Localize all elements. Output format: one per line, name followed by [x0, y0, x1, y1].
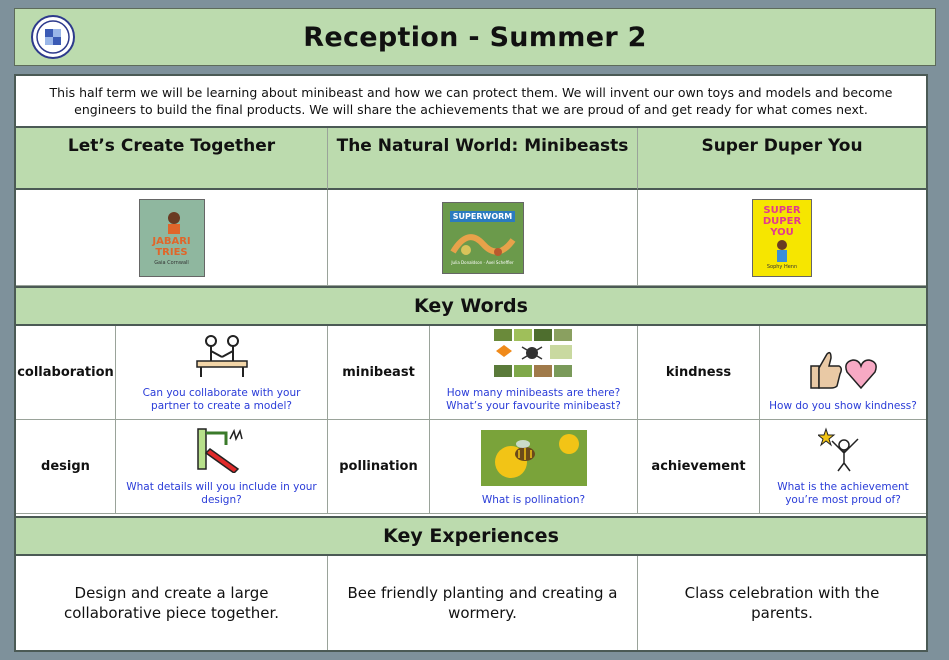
design-pencil-icon	[196, 427, 248, 477]
key-word-question-cell	[430, 420, 638, 514]
topic-heading: Let’s Create Together	[16, 128, 328, 190]
key-experiences-heading: Key Experiences	[16, 516, 926, 556]
key-word: collaboration	[16, 326, 116, 420]
key-word-question: What details will you include in your design?	[126, 481, 317, 506]
book-cell	[638, 190, 926, 286]
book-title: SUPERWORM	[450, 211, 516, 222]
book-author: Julia Donaldson · Axel Scheffler	[451, 259, 514, 265]
book-title: JABARI TRIES	[152, 235, 191, 258]
key-word: pollination	[328, 420, 430, 514]
book-author: Gaia Cornwall	[154, 259, 189, 266]
key-experience: Bee friendly planting and creating a wormery.	[328, 556, 638, 650]
key-word: achievement	[638, 420, 760, 514]
book-cover-superworm	[442, 202, 524, 274]
book-title: SUPER DUPER YOU	[762, 205, 802, 238]
intro-text: This half term we will be learning about minibeast and how we can protect them. We will invent our own toys and models and become engineers to build the final products. We will share the achievements that we are proud of and get ready for what comes next.	[16, 76, 926, 128]
key-word-question: Can you collaborate with your partner to create a model?	[142, 387, 301, 412]
key-word-question: How do you show kindness?	[769, 400, 917, 412]
curriculum-sheet	[14, 74, 928, 652]
key-experience: Class celebration with the parents.	[684, 584, 880, 622]
key-word-question-cell	[116, 326, 328, 420]
book-cover-super-duper-you	[752, 199, 812, 277]
school-logo-icon	[31, 15, 75, 59]
page-title: Reception - Summer 2	[303, 21, 647, 53]
key-word-question-cell	[116, 420, 328, 514]
key-words-heading: Key Words	[16, 286, 926, 326]
key-word-question: What is the achievement you’re most proud of?	[777, 481, 909, 506]
bee-flower-photo-icon	[481, 430, 587, 490]
key-word-question: What is pollination?	[481, 494, 586, 506]
book-cell	[328, 190, 638, 286]
key-word-question: How many minibeasts are there? What’s your favourite minibeast?	[446, 387, 621, 412]
book-cell	[16, 190, 328, 286]
thumbs-up-heart-icon	[807, 346, 879, 396]
book-cover-jabari-tries	[139, 199, 205, 277]
topic-heading: Super Duper You	[638, 128, 926, 190]
key-word: kindness	[638, 326, 760, 420]
minibeast-photos-icon	[494, 329, 574, 383]
key-word: design	[16, 420, 116, 514]
key-word-question-cell	[760, 420, 926, 514]
header-bar	[14, 8, 936, 66]
key-experience: Design and create a large collaborative piece together.	[16, 556, 328, 650]
key-word: minibeast	[328, 326, 430, 420]
key-word-question-cell	[760, 326, 926, 420]
collaboration-icon	[193, 335, 251, 383]
book-author: Sophy Henn	[766, 264, 798, 270]
achievement-star-icon	[818, 427, 868, 477]
key-word-question-cell	[430, 326, 638, 420]
topic-heading: The Natural World: Minibeasts	[328, 128, 638, 190]
